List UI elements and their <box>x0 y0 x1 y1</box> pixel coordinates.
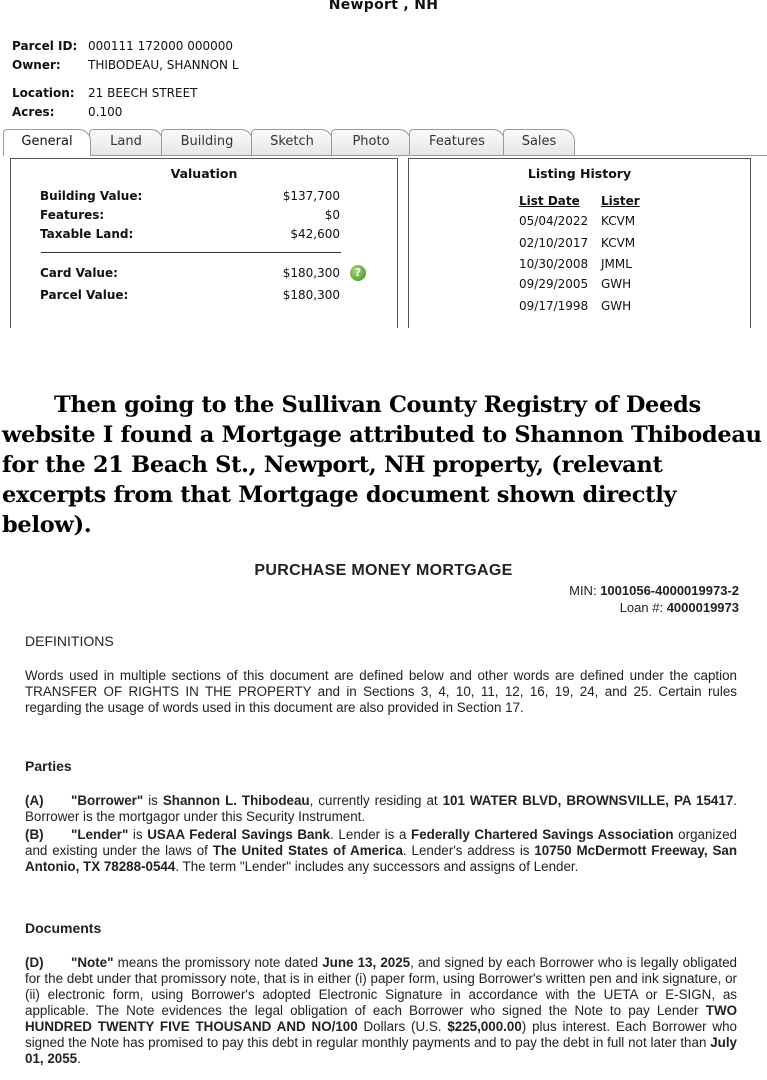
note-term: "Note" <box>71 955 114 970</box>
lender-country: The United States of America <box>212 843 403 858</box>
card-value: $180,300 <box>282 266 340 280</box>
parcel-id-value: 000111 172000 000000 <box>88 39 234 53</box>
card-value-row <box>40 266 340 280</box>
tab-strip <box>3 129 583 155</box>
features-value: $0 <box>324 208 340 222</box>
parcel-value-row <box>40 288 340 302</box>
taxable-land-value: $42,600 <box>290 227 340 241</box>
lister-1: KCVM <box>601 214 636 228</box>
text-run: ) plus interest. Each Borrower who signed the Note has promised to pay this debt in regular monthly payments and to pay the debt in full not later than <box>25 1019 737 1050</box>
party-a-paragraph <box>25 793 737 825</box>
loan-value: 4000019973 <box>666 600 739 615</box>
tab-building[interactable]: Building <box>161 129 253 155</box>
list-date-5: 09/17/1998 <box>519 299 589 313</box>
list-date-header: List Date <box>519 194 580 208</box>
listing-history-title: Listing History <box>527 166 632 181</box>
location-label: Location: <box>12 86 75 100</box>
owner-row <box>12 58 239 72</box>
building-value-label: Building Value: <box>40 189 143 203</box>
text-run: , currently residing at <box>309 793 443 808</box>
acres-value: 0.100 <box>88 105 123 119</box>
lender-address: 10750 McDermott Freeway, San Antonio, TX 78288-0544 <box>25 843 738 874</box>
note-maturity-date: July 01, 2055 <box>25 1035 737 1066</box>
mortgage-title: PURCHASE MONEY MORTGAGE <box>254 562 513 579</box>
text-run: , and signed by each Borrower who is legally obligated for the debt under that promissory note, that is in either (i) paper form, using Borrower's written pen and ink signature, or (ii) electronic form, using Borrower's adopted Electronic Signature in accordance with the UETA or E-SIGN, as applicable. The Note evidences the legal obligation of each Borrower who signed the Note to pay Lender <box>25 955 737 1018</box>
lister-4: GWH <box>601 277 632 291</box>
min-label: MIN: <box>569 583 597 598</box>
note-tag: (D) <box>25 955 44 970</box>
min-line <box>569 583 739 598</box>
features-label: Features: <box>40 208 105 222</box>
text-run: is <box>128 827 148 842</box>
note-paragraph <box>25 955 737 1067</box>
text-run: . Lender's address is <box>402 843 535 858</box>
town-title: Newport , NH <box>328 0 439 13</box>
borrower-name: Shannon L. Thibodeau <box>162 793 310 808</box>
lender-type: Federally Chartered Savings Association <box>411 827 674 842</box>
tab-photo[interactable]: Photo <box>331 129 411 155</box>
valuation-divider <box>41 252 341 253</box>
assessor-card <box>0 0 767 328</box>
text-run: means the promissory note dated <box>113 955 323 970</box>
card-value-label: Card Value: <box>40 266 118 280</box>
documents-heading: Documents <box>25 920 102 936</box>
definitions-paragraph: Words used in multiple sections of this document are defined below and other words are defined under the caption TRANSFER OF RIGHTS IN THE PROPERTY and in Sections 3, 4, 10, 11, 12, 16, 19, 24, and 25. Certain rules regarding the usage of words used in this document are also provided in Section 17. <box>25 668 737 715</box>
min-value: 1001056-4000019973-2 <box>600 583 739 598</box>
text-run: . Borrower is the mortgagor under this Security Instrument. <box>25 793 738 824</box>
parcel-value-label: Parcel Value: <box>40 288 129 302</box>
list-date-4: 09/29/2005 <box>519 277 589 291</box>
note-amount-words: TWO HUNDRED TWENTY FIVE THOUSAND AND NO/100 <box>25 1003 737 1034</box>
party-b-tag: (B) <box>25 827 44 842</box>
lister-2: KCVM <box>601 236 636 250</box>
listing-history-panel <box>408 158 751 328</box>
list-date-2: 02/10/2017 <box>519 236 589 250</box>
text-run: . Lender is a <box>330 827 412 842</box>
list-date-3: 10/30/2008 <box>519 257 589 271</box>
features-row <box>40 208 340 222</box>
acres-label: Acres: <box>12 105 55 119</box>
tab-divider <box>3 155 767 156</box>
text-run: . The term "Lender" includes any successors and assigns of Lender. <box>175 859 579 874</box>
location-value: 21 BEECH STREET <box>88 86 198 100</box>
loan-label: Loan #: <box>619 600 664 615</box>
valuation-title: Valuation <box>170 166 238 181</box>
tab-land[interactable]: Land <box>89 129 163 155</box>
owner-label: Owner: <box>12 58 61 72</box>
tab-sales[interactable]: Sales <box>503 129 575 155</box>
loan-line <box>620 600 739 615</box>
parties-heading: Parties <box>25 758 72 774</box>
borrower-term: "Borrower" <box>71 793 144 808</box>
text-run: organized and existing under the laws of <box>25 827 737 858</box>
lender-name: USAA Federal Savings Bank <box>147 827 331 842</box>
valuation-panel <box>10 158 398 328</box>
lister-3: JMML <box>601 257 632 271</box>
note-date: June 13, 2025 <box>322 955 411 970</box>
tab-sketch[interactable]: Sketch <box>251 129 333 155</box>
lender-term: "Lender" <box>71 827 129 842</box>
parcel-value: $180,300 <box>282 288 340 302</box>
taxable-land-label: Taxable Land: <box>40 227 134 241</box>
location-row <box>12 86 197 100</box>
parcel-id-row <box>12 39 233 53</box>
party-b-paragraph <box>25 827 737 875</box>
definitions-heading: DEFINITIONS <box>25 633 114 649</box>
taxable-land-row <box>40 227 340 241</box>
narrative-paragraph: Then going to the Sullivan County Registry of Deeds website I found a Mortgage attributed to Shannon Thibodeau for the 21 Beach St., Newport, NH property, (relevant excerpts from that Mortgage document shown directly below). <box>2 392 762 538</box>
parcel-id-label: Parcel ID: <box>12 39 78 53</box>
list-date-1: 05/04/2022 <box>519 214 589 228</box>
check-circle-icon[interactable]: ? <box>350 265 366 281</box>
owner-value: THIBODEAU, SHANNON L <box>88 58 239 72</box>
text-run: is <box>143 793 163 808</box>
lister-5: GWH <box>601 299 632 313</box>
borrower-address: 101 WATER BLVD, BROWNSVILLE, PA 15417 <box>442 793 734 808</box>
tab-features[interactable]: Features <box>409 129 505 155</box>
tab-general[interactable]: General <box>3 129 91 156</box>
building-value-row <box>40 189 340 203</box>
note-amount: $225,000.00 <box>447 1019 522 1034</box>
text-run: Dollars (U.S. <box>357 1019 448 1034</box>
party-a-tag: (A) <box>25 793 44 808</box>
acres-row <box>12 105 122 119</box>
text-run: . <box>77 1051 81 1066</box>
lister-header: Lister <box>601 194 640 208</box>
building-value: $137,700 <box>282 189 340 203</box>
